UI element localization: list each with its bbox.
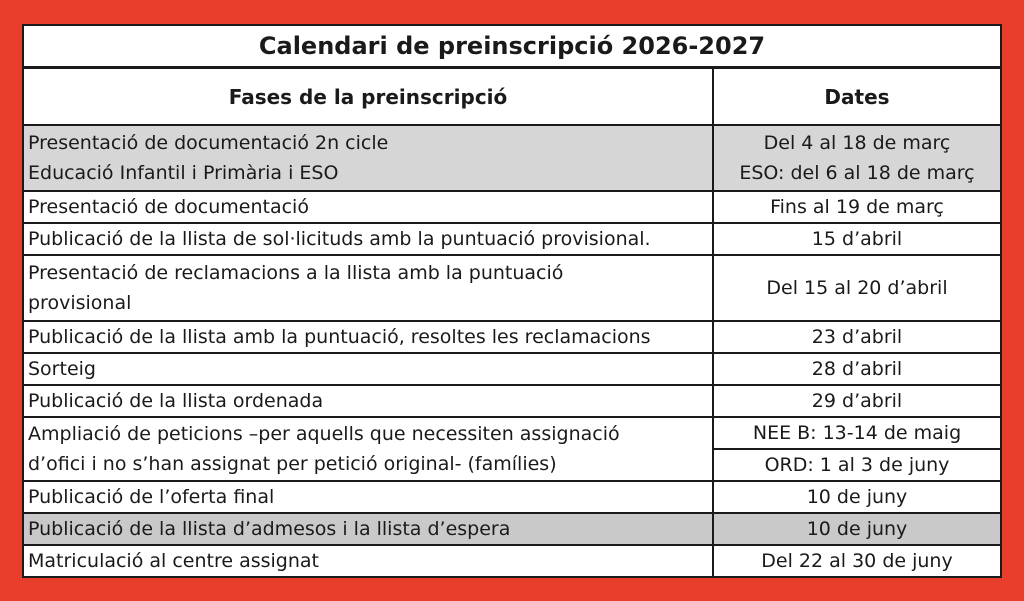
phase-text: Ampliació de peticions –per aquells que necessiten assignació [28, 423, 620, 445]
phase-cell: Sorteig [23, 353, 713, 385]
date-cell: 28 d’abril [713, 353, 1001, 385]
phase-cell: Publicació de la llista ordenada [23, 385, 713, 417]
phase-text: Educació Infantil i Primària i ESO [28, 162, 339, 184]
phase-cell: Publicació de la llista d’admesos i la llista d’espera [23, 513, 713, 545]
table-row [23, 481, 1001, 513]
table-row [23, 385, 1001, 417]
calendar-sheet [22, 24, 1000, 576]
phase-cell: Publicació de la llista de sol·licituds amb la puntuació provisional. [23, 223, 713, 255]
date-cell [713, 125, 1001, 191]
phase-cell [23, 417, 713, 481]
calendar-table [22, 24, 1002, 578]
phase-cell: Publicació de l’oferta final [23, 481, 713, 513]
date-cell: 10 de juny [713, 481, 1001, 513]
table-row [23, 417, 1001, 449]
table-row [23, 545, 1001, 577]
table-row [23, 255, 1001, 321]
table-title: Calendari de preinscripció 2026-2027 [23, 25, 1001, 68]
date-cell: 23 d’abril [713, 321, 1001, 353]
phase-text: provisional [28, 292, 132, 314]
date-cell: 15 d’abril [713, 223, 1001, 255]
date-text: Del 4 al 18 de març [763, 132, 951, 154]
date-cell: Del 15 al 20 d’abril [713, 255, 1001, 321]
date-cell: Fins al 19 de març [713, 191, 1001, 223]
table-row [23, 125, 1001, 191]
phase-cell: Matriculació al centre assignat [23, 545, 713, 577]
table-row [23, 191, 1001, 223]
phase-cell [23, 255, 713, 321]
date-cell: NEE B: 13-14 de maig [713, 417, 1001, 449]
date-cell: 10 de juny [713, 513, 1001, 545]
table-row [23, 513, 1001, 545]
date-cell: Del 22 al 30 de juny [713, 545, 1001, 577]
phase-text: Presentació de documentació 2n cicle [28, 132, 389, 154]
table-row [23, 223, 1001, 255]
phase-cell: Publicació de la llista amb la puntuació, resoltes les reclamacions [23, 321, 713, 353]
phase-text: d’ofici i no s’han assignat per petició original- (famílies) [28, 453, 557, 475]
phase-cell [23, 125, 713, 191]
table-row [23, 321, 1001, 353]
date-cell: ORD: 1 al 3 de juny [713, 449, 1001, 481]
date-cell: 29 d’abril [713, 385, 1001, 417]
header-dates: Dates [713, 68, 1001, 126]
header-phases: Fases de la preinscripció [23, 68, 713, 126]
date-text: ESO: del 6 al 18 de març [739, 162, 975, 184]
phase-text: Presentació de reclamacions a la llista amb la puntuació [28, 262, 564, 284]
table-row [23, 353, 1001, 385]
phase-cell: Presentació de documentació [23, 191, 713, 223]
